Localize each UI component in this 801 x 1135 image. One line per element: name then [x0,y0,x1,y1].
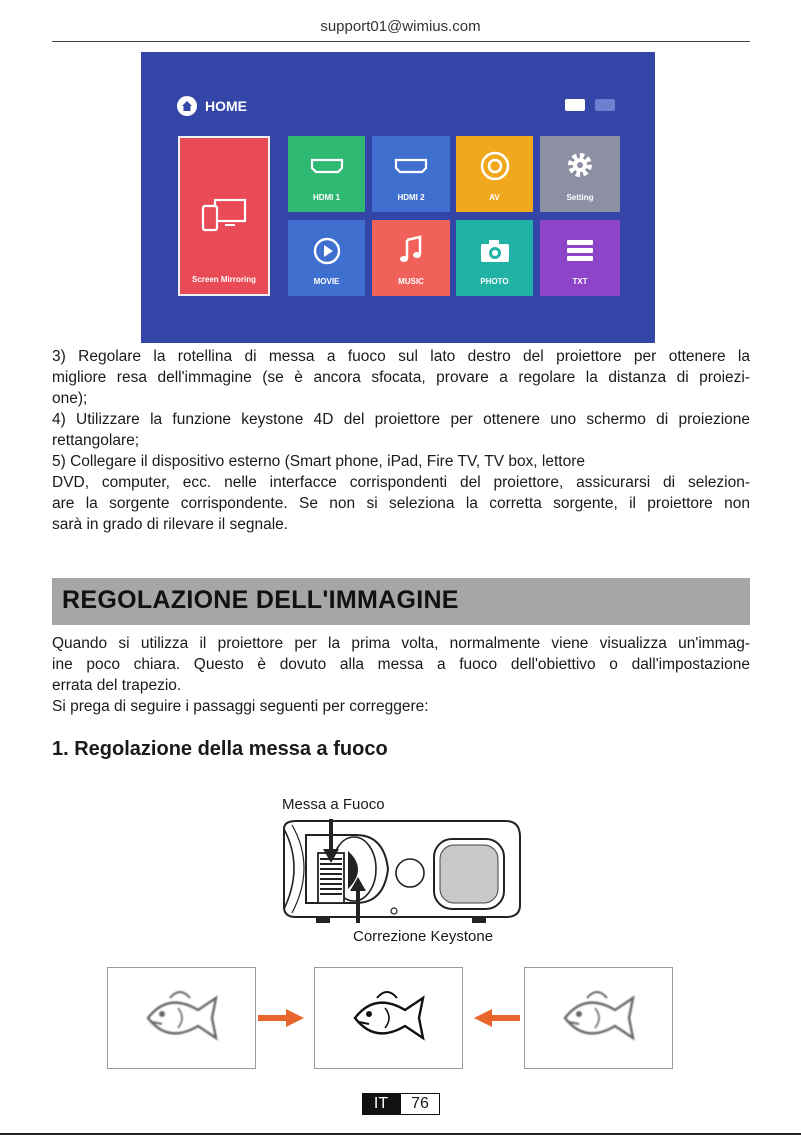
tile-screen-mirroring[interactable] [178,136,270,296]
subsection-title: 1. Regolazione della messa a fuoco [52,738,388,760]
page-number [362,1093,440,1115]
arrow-right-icon [258,1009,304,1027]
av-icon [479,150,511,182]
projector-home-screen [141,52,655,343]
tile-movie[interactable] [288,220,365,296]
tile-label: TXT [572,277,588,286]
section-heading-band [52,578,750,625]
keystone-label: Correzione Keystone [353,928,494,945]
tile-setting[interactable] [540,136,620,212]
camera-icon [479,238,511,264]
play-icon [312,236,342,266]
step5-line2: DVD, computer, ecc. nelle interfacce corrispondenti del proiettore, assicurarsi di selezion- [52,474,750,491]
home-title: HOME [205,98,247,114]
tile-label: HDMI 2 [397,193,425,202]
step5-line4: sarà in grado di rilevare il segnale. [52,516,289,533]
fish-icon [525,968,672,1068]
tile-label: Setting [566,193,594,202]
tile-hdmi2[interactable] [372,136,450,212]
status-icons [565,99,615,111]
steps-text [52,346,750,535]
tile-txt[interactable] [540,220,620,296]
step4-line1: 4) Utilizzare la funzione keystone 4D del proiettore per ottenere uno schermo di proiezione [52,411,750,428]
step3-line1: 3) Regolare la rotellina di messa a fuoco sul lato destro del proiettore per ottenere la [52,348,750,365]
intro-line3: errata del trapezio. [52,677,182,694]
step5-line1: 5) Collegare il dispositivo esterno (Smart phone, iPad, Fire TV, TV box, lettore [52,453,586,470]
intro-line1: Quando si utilizza il proiettore per la prima volta, normalmente viene visualizza un'immag- [52,635,750,652]
tile-photo[interactable] [456,220,533,296]
tile-hdmi1[interactable] [288,136,365,212]
section-title: REGOLAZIONE DELL'IMMAGINE [62,586,459,614]
blurred-image-right [524,967,673,1069]
hdmi-icon [310,158,344,174]
home-icon [177,96,197,116]
list-icon [565,238,595,262]
tile-label: HDMI 1 [312,193,341,202]
header-email: support01@wimius.com [320,18,481,35]
tile-label: PHOTO [480,277,509,286]
page-language: IT [362,1093,400,1115]
tile-music[interactable] [372,220,450,296]
gear-icon [565,150,595,180]
step5-line3: are la sorgente corrispondente. Se non si seleziona la corretta sorgente, il proiettore non [52,495,750,512]
intro-text [52,633,750,717]
step3-line3: one); [52,390,88,407]
step4-line2: rettangolare; [52,432,140,449]
fish-icon [315,968,462,1068]
tile-label: MUSIC [398,277,424,286]
usb-icon [565,99,585,111]
blurred-image-left [107,967,256,1069]
arrow-left-icon [474,1009,520,1027]
projector-illustration [276,817,526,931]
screen-mirroring-icon [201,198,247,232]
intro-line4: Si prega di seguire i passaggi seguenti per correggere: [52,698,429,715]
focused-image-center [314,967,463,1069]
home-bar [177,96,247,116]
tile-label: Screen Mirroring [191,275,256,284]
focus-label: Messa a Fuoco [282,796,385,813]
tile-label: MOVIE [313,277,340,286]
music-note-icon [396,234,426,266]
step3-line2: migliore resa dell'immagine (se è ancora sfocata, provare a regolare la distanza di proiezi- [52,369,750,386]
sd-card-icon [595,99,615,111]
tile-label: AV [489,193,500,202]
tile-av[interactable] [456,136,533,212]
intro-line2: ine poco chiara. Questo è dovuto alla messa a fuoco dell'obiettivo o dall'impostazione [52,656,750,673]
header-divider [52,41,750,42]
page-number-value: 76 [400,1093,440,1115]
fish-icon [108,968,255,1068]
hdmi-icon [394,158,428,174]
